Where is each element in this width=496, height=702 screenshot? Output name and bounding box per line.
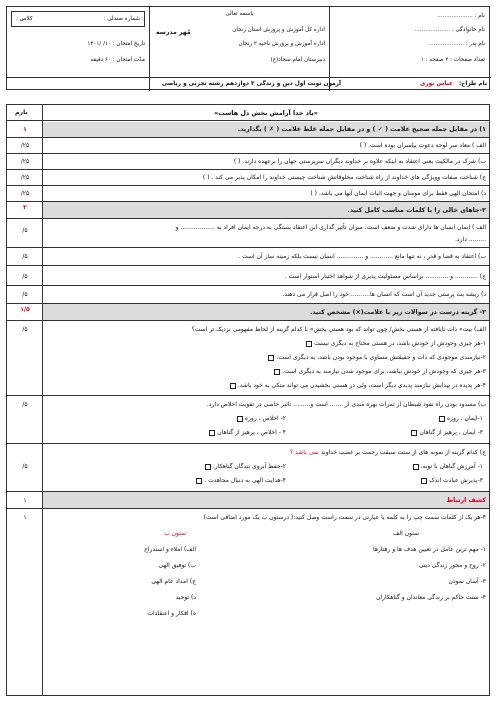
checkbox-icon[interactable] — [306, 341, 312, 347]
header-bottom-row — [7, 77, 491, 91]
q2-item-a-cont: ......... دارد. — [455, 236, 486, 243]
q2-sep-a — [7, 247, 489, 248]
q3c-option-2-text: ۲-حفظ آبروی بندگان گناهکار. — [212, 463, 286, 470]
questions-table — [6, 104, 490, 696]
school-name: دبیرستان امام سجاد(ع) — [270, 57, 325, 63]
student-family: نام خانوادگی : .................... — [414, 27, 485, 33]
exam-date: تاریخ امتحان : ۱۰/ /۱۴۰۱ — [87, 41, 145, 47]
section-sep — [7, 508, 489, 509]
office-line-1: اداره کل آموزش و پرورش استان زنجان — [232, 27, 325, 33]
page-count: تعداد صفحات : ۲ صفحه : ۱ — [420, 57, 485, 63]
q3a-option-1[interactable] — [43, 340, 489, 347]
q2-item-b-score: ۵/ — [22, 253, 28, 260]
q2-item-d: د) ریشه بت پرستی جدید آن است که انسان ها.......... خود را اصل قرار می دهند. — [282, 291, 486, 298]
q2-sep — [7, 218, 489, 219]
q3c-option-1-text: ۱- آمرزش گناهان با توبه. — [420, 463, 483, 470]
q3b-sep — [7, 443, 489, 444]
student-father: نام پدر : .................... — [428, 41, 485, 47]
q3-score: ۱/۵ — [20, 306, 30, 313]
q3b-option-2[interactable] — [43, 415, 289, 422]
q3a-option-4[interactable] — [43, 382, 489, 389]
exam-page — [6, 6, 490, 696]
q1-item-c: ج) شناخت صفات وویژگی های خداوند از راه شناخت مخلوقاتش شناخت چیستی خداوند را امکان پذیر می کند . ( ) — [202, 174, 486, 181]
q3a-score: ۵/ — [22, 326, 28, 333]
q3-sep — [7, 320, 489, 321]
q2-score: ۲ — [23, 204, 27, 211]
q3c-stem: ج) کدام گزینه از نمونه های از سنت سبقت رحمت بر غضب خداوند — [320, 449, 486, 456]
checkbox-icon[interactable] — [205, 464, 211, 470]
q1-sep — [7, 137, 489, 138]
exam-header — [6, 6, 490, 90]
q3a-option-1-text: ۱-هر چیزی وجودش از خودش باشد، در هستی محتاج به دیگری نیست — [314, 340, 486, 347]
exam-duration: مدّت امتحان : ۶۰ دقیقه — [90, 57, 145, 63]
q4-score: ۱ — [23, 514, 27, 521]
q1-title: ۱) در مقابل جمله صحیح علامت ( ✓ ) و در مقابل جمله غلط علامت ( ✗ ) بگذارید. — [237, 126, 486, 133]
q1-item-d-score: ۲۵/ — [20, 190, 30, 197]
q3a-stem: الف) بیت« ذات نایافته از هستی بخش/ چون تواند که بود هستی بخش» با کدام گزینه از لحاظ مفهومی نزدیک تر است؟ — [191, 326, 486, 333]
q2-item-d-score: ۵/ — [22, 291, 28, 298]
office-line-2: اداره آموزش و پرورش ناحیه ۲ زنجان — [238, 41, 325, 47]
q3b-option-4[interactable] — [43, 429, 289, 436]
seat-number-label: شماره صندلی : — [103, 16, 140, 22]
q1-item-c-score: ۲۵/ — [20, 174, 30, 181]
checkbox-icon[interactable] — [421, 478, 427, 484]
q1-item-a-score: ۲۵/ — [20, 142, 30, 149]
section-score: ۱ — [23, 497, 27, 504]
q3b-option-2-text: ۲- اخلاص ، روزه — [244, 415, 286, 422]
q3a-option-2-text: ۲-نیازمندی موجودی که ذات و حقیقتش مساوی با موجود بودن باشد، به دیگری است. — [276, 354, 486, 361]
school-stamp: مُهر مدرسه — [156, 29, 191, 36]
q2-item-a-score: ۵/ — [22, 227, 28, 234]
q3a-option-2[interactable] — [43, 354, 489, 361]
q4-b-item-2[interactable]: ب) توفیق الهی — [158, 562, 196, 569]
q1-item-d: د) امتحان الهی فقط برای مومنان و جهت اثبات ایمان آنها می باشد. ( ) — [310, 190, 486, 197]
checkbox-icon[interactable] — [196, 478, 202, 484]
q3b-option-4-text: ۴ - اخلاص ، پرهیز از گناهان — [217, 429, 286, 436]
q3c-option-4-text: ۴-هدایت الهی به دنبال مجاهدت . — [204, 477, 286, 484]
checkbox-icon[interactable] — [268, 355, 274, 361]
designer-name: عباس نوری — [420, 81, 453, 87]
q4-a-item-3: ۳- آسان نمودن — [448, 578, 486, 585]
checkbox-icon[interactable] — [439, 416, 445, 422]
checkbox-icon[interactable] — [413, 464, 419, 470]
barem-label: بارم — [15, 109, 28, 116]
student-name: نام : .................... — [437, 13, 485, 19]
q1-item-b: ب) شرک در مالکیت یعنی اعتقاد به اینکه علاوه بر خداوند دیگران سرپرستی جهان را برعهده دارند. ( ) — [233, 158, 486, 165]
q4-stem: ۴-هر یک از کلمات سمت چپ را به کلمه یا عبارتی در سمت راست وصل کنید:( درستون ب یک مورد اضافی است) — [203, 514, 486, 521]
q1-sep-a — [7, 153, 489, 154]
checkbox-icon[interactable] — [209, 430, 215, 436]
q1-sep-b — [7, 169, 489, 170]
q2-title: ۲-جاهای خالی را با کلمات مناسب کامل کنید. — [347, 207, 486, 214]
table-motto: «یاد خدا آرامش بخش دل هاست» — [214, 109, 318, 117]
exam-title: آزمون نوبت اول دین و زندگی ۳ دوازدهم رشته تجربی و ریاضی — [161, 81, 341, 87]
q2-sep-c — [7, 285, 489, 286]
q3a-option-3-text: ۳-هر چیزی که وجودش از خودش نباشد، برای موجود شدن نیازمند به دیگری است. — [282, 368, 486, 375]
q4-a-item-4: ۴- سنت حاکم بر زندگی معاندان و گناهکاران — [376, 594, 486, 601]
q3c-stem-row — [43, 449, 489, 456]
q3a-sep — [7, 395, 489, 396]
q3c-option-2[interactable] — [43, 463, 289, 470]
table-title-bar — [7, 105, 489, 121]
q4-b-item-4[interactable]: د) توحید — [175, 594, 196, 601]
q2-item-c: ج) ............ و ............ براساس مسئولیت پذیری از شواهد اختیار استوار است . — [284, 273, 486, 280]
q4-col-b-header: ستون ب — [164, 530, 186, 537]
q3a-option-3[interactable] — [43, 368, 489, 375]
q4-b-item-5[interactable]: ه) افکار و اعتقادات — [147, 610, 196, 617]
q1-item-a: الف ) معاد سر لوحه دعوت پیامبران بوده است. ( ) — [359, 142, 486, 149]
q4-a-item-2: ۲- روح و محور زندگی دینی — [418, 562, 486, 569]
q1-item-b-score: ۲۵/ — [20, 158, 30, 165]
q3b-score: ۵/ — [22, 401, 28, 408]
designer-label: نام طراح: — [458, 81, 487, 87]
q1-score: ۱ — [23, 126, 27, 133]
q3a-option-4-text: ۴-هر پدیده در پیدایش نیازمند پدیدی دیگر است، ولی در هستی بخشیدن می تواند متکی به خود باشد. — [237, 382, 486, 389]
basmala: باسمه تعالی — [225, 11, 254, 17]
q2-item-a: الف ) ایمان انسان ها دارای شدت و ضعف است، میزان تأثیر گذاری این اعتقاد بستگی به درجه ایمان افراد به .................. و — [175, 224, 486, 231]
q3b-stem: ب) مسدود بودن راه نفوذ شیطان از ثمرات بهره مندی از ....... است و......... تاثیر خاصی در تقویت اخلاص دارد. — [206, 401, 486, 408]
class-seat-box — [11, 11, 145, 27]
q4-a-item-1: ۱- مهم ترین عامل در تعیین هدف ها و رفتارها — [373, 546, 486, 553]
q4-b-item-1[interactable]: الف) املاء و استدراج — [143, 546, 196, 553]
q1-sep-c — [7, 185, 489, 186]
q2-sep-b — [7, 265, 489, 266]
checkbox-icon[interactable] — [274, 369, 280, 375]
q3c-stem-emphasis: نمی باشد ؟ — [290, 449, 319, 456]
q4-col-a-header: ستون الف — [393, 530, 419, 537]
q3c-score: ۵/ — [22, 463, 28, 470]
q3c-option-4[interactable] — [43, 477, 289, 484]
class-label: کلاس : — [16, 16, 33, 22]
q3-title: ۳- گزینه درست در سوالات زیر با علامت(×) مشخص کنید. — [310, 309, 486, 316]
q3b-option-3-text: ۳- ایمان ، پرهیز از گناهان — [419, 429, 483, 436]
q4-b-item-3[interactable]: ج) امداد عام الهی — [151, 578, 196, 585]
q3b-option-1-text: ۱-ایمان ، روزه — [446, 415, 483, 422]
checkbox-icon[interactable] — [237, 416, 243, 422]
q2-item-c-score: ۵/ — [22, 273, 28, 280]
q2-item-b: ب) اعتقاد به قضا و قدر ، نه تنها مانع ............ و .............. انسان نیست بلکه زمینه ساز آن است . — [238, 253, 486, 260]
checkbox-icon[interactable] — [230, 383, 236, 389]
section-title: کشف ارتباط — [446, 497, 486, 504]
q3c-option-3-text: ۳-پذیرش عبادت اندک — [429, 477, 483, 484]
checkbox-icon[interactable] — [411, 430, 417, 436]
